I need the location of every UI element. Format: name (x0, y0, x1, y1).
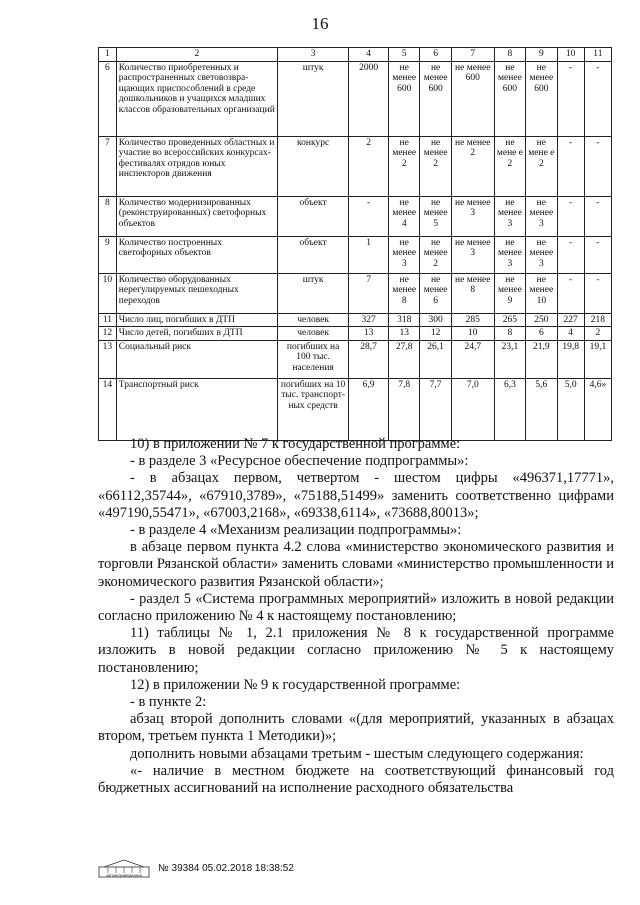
value-cell: - (584, 273, 611, 313)
paragraph: 11) таблицы № 1, 2.1 приложения № 8 к государственной программе изложить в новой редакции согласно приложению № 5 к настоящему постановлению; (98, 625, 614, 676)
paragraph: 12) в приложении № 9 к государственной программе: (130, 676, 461, 693)
table-row (99, 313, 612, 327)
value-cell: 7,8 (388, 378, 419, 440)
row-number-cell: 10 (99, 273, 117, 313)
indicator-name-cell: Социальный риск (116, 340, 277, 378)
value-cell: 2000 (349, 61, 389, 136)
indicator-name-cell: Количество проведенных областных и участие во всероссийских конкурсах-фестивалях отрядов юных инспекторов движения (116, 136, 277, 196)
row-number-cell: 12 (99, 327, 117, 341)
value-cell: не менее 3 (451, 196, 494, 236)
value-cell: не менее 8 (388, 273, 419, 313)
value-cell: - (584, 136, 611, 196)
value-cell: 4 (557, 327, 584, 341)
indicators-table (98, 47, 612, 441)
value-cell: не менее 3 (451, 236, 494, 273)
column-number: 2 (116, 48, 277, 62)
unit-cell: объект (278, 196, 349, 236)
table-row (99, 136, 612, 196)
paragraph: абзац второй дополнить словами «(для мероприятий, указанных в абзацах втором, третьем пункта 1 Методики)»; (98, 711, 614, 745)
column-number: 1 (99, 48, 117, 62)
value-cell: 6,9 (349, 378, 389, 440)
value-cell: 23,1 (494, 340, 525, 378)
value-cell: 227 (557, 313, 584, 327)
row-number-cell: 8 (99, 196, 117, 236)
value-cell: 285 (451, 313, 494, 327)
value-cell: - (584, 61, 611, 136)
unit-cell: конкурс (278, 136, 349, 196)
indicator-name-cell: Количество модернизированных (реконструированных) светофорных объектов (116, 196, 277, 236)
value-cell: 21,9 (526, 340, 557, 378)
paragraph: - в разделе 4 «Механизм реализации подпрограммы»: (130, 522, 462, 539)
value-cell: не менее 600 (388, 61, 419, 136)
paragraph: - раздел 5 «Система программных мероприятий» изложить в новой редакции согласно приложению № 4 к настоящему постановлению; (98, 590, 614, 625)
unit-cell: объект (278, 236, 349, 273)
table-row (99, 236, 612, 273)
value-cell: 300 (420, 313, 451, 327)
value-cell: не менее 6 (420, 273, 451, 313)
value-cell: 19,1 (584, 340, 611, 378)
value-cell: не менее 3 (526, 196, 557, 236)
column-number: 6 (420, 48, 451, 62)
value-cell: 26,1 (420, 340, 451, 378)
body-text (98, 436, 614, 797)
indicator-name-cell: Число детей, погибших в ДТП (116, 327, 277, 341)
unit-cell: погибших на 100 тыс. населения (278, 340, 349, 378)
row-number-cell: 13 (99, 340, 117, 378)
column-number: 7 (451, 48, 494, 62)
value-cell: не менее 2 (420, 136, 451, 196)
indicator-name-cell: Количество построенных светофорных объектов (116, 236, 277, 273)
table-row (99, 378, 612, 440)
table-row (99, 327, 612, 341)
value-cell: не менее 600 (494, 61, 525, 136)
indicator-name-cell: Количество оборудованных нерегулируемых пешеходных переходов (116, 273, 277, 313)
value-cell: 27,8 (388, 340, 419, 378)
value-cell: 7,7 (420, 378, 451, 440)
value-cell: 5,0 (557, 378, 584, 440)
paragraph: дополнить новыми абзацами третьим - шестым следующего содержания: (130, 745, 584, 762)
value-cell: 250 (526, 313, 557, 327)
unit-cell: человек (278, 327, 349, 341)
value-cell: - (557, 273, 584, 313)
value-cell: не мене е 2 (494, 136, 525, 196)
value-cell: не менее 3 (494, 236, 525, 273)
paragraph: - в разделе 3 «Ресурсное обеспечение подпрограммы»: (130, 453, 469, 470)
value-cell: не менее 2 (451, 136, 494, 196)
unit-cell: штук (278, 273, 349, 313)
column-number: 3 (278, 48, 349, 62)
value-cell: 2 (349, 136, 389, 196)
value-cell: не менее 9 (494, 273, 525, 313)
table-header-row (99, 48, 612, 62)
indicator-name-cell: Транспортный риск (116, 378, 277, 440)
document-registration: № 39384 05.02.2018 18:38:52 (158, 863, 294, 874)
value-cell: 265 (494, 313, 525, 327)
paragraph: в абзаце первом пункта 4.2 слова «министерство экономического развития и торговли Рязанской области» заменить словами «министерство промышленности и экономического развития Рязанской области»; (98, 539, 614, 590)
value-cell: - (557, 61, 584, 136)
table-row (99, 61, 612, 136)
value-cell: не менее 3 (388, 236, 419, 273)
value-cell: не менее 3 (494, 196, 525, 236)
column-number: 8 (494, 48, 525, 62)
value-cell: не менее 10 (526, 273, 557, 313)
row-number-cell: 11 (99, 313, 117, 327)
paragraph: - в пункте 2: (130, 694, 207, 711)
unit-cell: погибших на 10 тыс. транспорт-ных средств (278, 378, 349, 440)
column-number: 11 (584, 48, 611, 62)
value-cell: - (557, 196, 584, 236)
row-number-cell: 9 (99, 236, 117, 273)
table-row (99, 273, 612, 313)
value-cell: не менее 5 (420, 196, 451, 236)
value-cell: 6,3 (494, 378, 525, 440)
value-cell: 6 (526, 327, 557, 341)
value-cell: 7,0 (451, 378, 494, 440)
column-number: 9 (526, 48, 557, 62)
value-cell: не менее 2 (420, 236, 451, 273)
indicator-name-cell: Число лиц, погибших в ДТП (116, 313, 277, 327)
value-cell: 13 (388, 327, 419, 341)
value-cell: 5,6 (526, 378, 557, 440)
value-cell: 327 (349, 313, 389, 327)
indicator-name-cell: Количество приобретенных и распространенных световозвра-щающих приспособлений в среде дошкольников и учащихся младших классов образовательных организаций (116, 61, 277, 136)
value-cell: не менее 3 (526, 236, 557, 273)
table-row (99, 340, 612, 378)
registry-stamp-icon (98, 858, 150, 878)
paragraph: - в абзацах первом, четвертом - шестом цифры «496371,17771», «66112,35744», «67910,3789», «75188,51499» заменить соответственно цифрами «497190,55471», «67003,2168», «69338,6114», «73688,80013»; (98, 470, 614, 521)
row-number-cell: 7 (99, 136, 117, 196)
value-cell: 13 (349, 327, 389, 341)
value-cell: 2 (584, 327, 611, 341)
value-cell: - (584, 236, 611, 273)
value-cell: не менее 600 (526, 61, 557, 136)
value-cell: не менее 600 (420, 61, 451, 136)
value-cell: 218 (584, 313, 611, 327)
value-cell: не менее 4 (388, 196, 419, 236)
value-cell: 7 (349, 273, 389, 313)
paragraph: «- наличие в местном бюджете на соответствующий финансовый год бюджетных ассигнований на исполнение расходного обязательства (98, 762, 614, 797)
row-number-cell: 6 (99, 61, 117, 136)
page-number: 16 (311, 14, 329, 33)
column-number: 5 (388, 48, 419, 62)
value-cell: 318 (388, 313, 419, 327)
value-cell: 12 (420, 327, 451, 341)
stamp-caption: АВТОМАТИЗИРОВАННАЯ (106, 873, 142, 878)
document-footer (98, 858, 338, 878)
value-cell: 19,8 (557, 340, 584, 378)
value-cell: 10 (451, 327, 494, 341)
value-cell: - (584, 196, 611, 236)
value-cell: - (557, 236, 584, 273)
unit-cell: штук (278, 61, 349, 136)
value-cell: 4,6» (584, 378, 611, 440)
value-cell: 28,7 (349, 340, 389, 378)
value-cell: не менее 600 (451, 61, 494, 136)
table-row (99, 196, 612, 236)
value-cell: не менее 8 (451, 273, 494, 313)
unit-cell: человек (278, 313, 349, 327)
value-cell: не мене е 2 (526, 136, 557, 196)
column-number: 10 (557, 48, 584, 62)
value-cell: не менее 2 (388, 136, 419, 196)
column-number: 4 (349, 48, 389, 62)
row-number-cell: 14 (99, 378, 117, 440)
value-cell: 8 (494, 327, 525, 341)
value-cell: 1 (349, 236, 389, 273)
value-cell: - (557, 136, 584, 196)
paragraph: 10) в приложении № 7 к государственной программе: (130, 436, 461, 452)
value-cell: - (349, 196, 389, 236)
value-cell: 24,7 (451, 340, 494, 378)
